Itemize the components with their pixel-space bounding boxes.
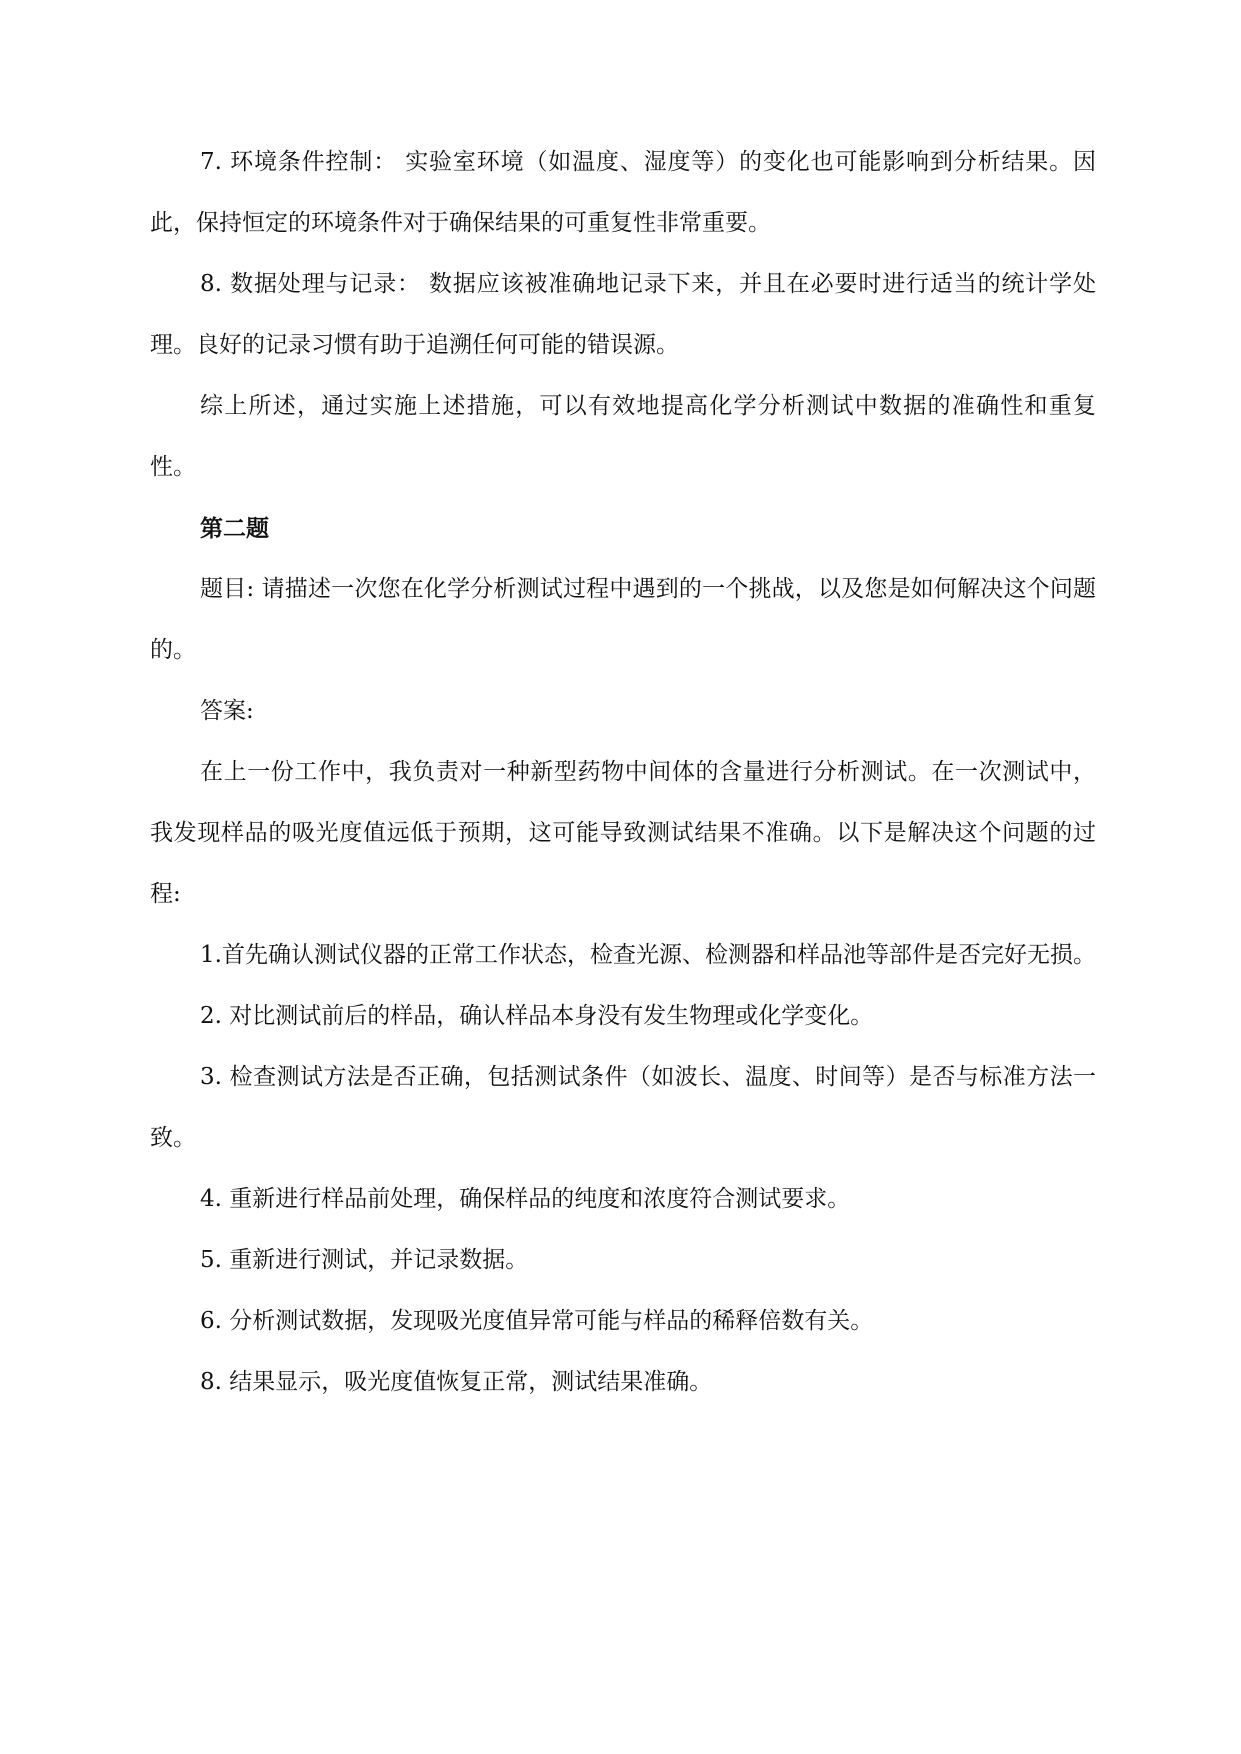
paragraph-summary: 综上所述，通过实施上述措施，可以有效地提高化学分析测试中数据的准确性和重复性。 (150, 393, 1096, 480)
paragraph-data-processing: 8. 数据处理与记录： 数据应该被准确地记录下来，并且在必要时进行适当的统计学处理。良好的记录习惯有助于追溯任何可能的错误源。 (150, 271, 1096, 358)
document-body (150, 132, 1096, 1413)
step-item: 1.首先确认测试仪器的正常工作状态，检查光源、检测器和样品池等部件是否完好无损。 (200, 942, 1096, 968)
step-item: 4. 重新进行样品前处理，确保样品的纯度和浓度符合测试要求。 (200, 1186, 851, 1212)
step-item: 8. 结果显示，吸光度值恢复正常，测试结果准确。 (200, 1369, 713, 1395)
answer-label: 答案: (200, 698, 254, 724)
step-item: 2. 对比测试前后的样品，确认样品本身没有发生物理或化学变化。 (200, 1003, 874, 1029)
step-item: 5. 重新进行测试，并记录数据。 (200, 1247, 529, 1273)
question-text: 题目: 请描述一次您在化学分析测试过程中遇到的一个挑战，以及您是如何解决这个问题的。 (150, 576, 1096, 663)
step-item: 6. 分析测试数据，发现吸光度值异常可能与样品的稀释倍数有关。 (200, 1308, 874, 1334)
section-heading: 第二题 (200, 515, 269, 542)
step-item: 3. 检查测试方法是否正确，包括测试条件（如波长、温度、时间等）是否与标准方法一致。 (150, 1064, 1096, 1151)
paragraph-env-control: 7. 环境条件控制： 实验室环境（如温度、湿度等）的变化也可能影响到分析结果。因此，保持恒定的环境条件对于确保结果的可重复性非常重要。 (150, 149, 1096, 236)
answer-intro: 在上一份工作中，我负责对一种新型药物中间体的含量进行分析测试。在一次测试中，我发现样品的吸光度值远低于预期，这可能导致测试结果不准确。以下是解决这个问题的过程: (150, 759, 1096, 907)
